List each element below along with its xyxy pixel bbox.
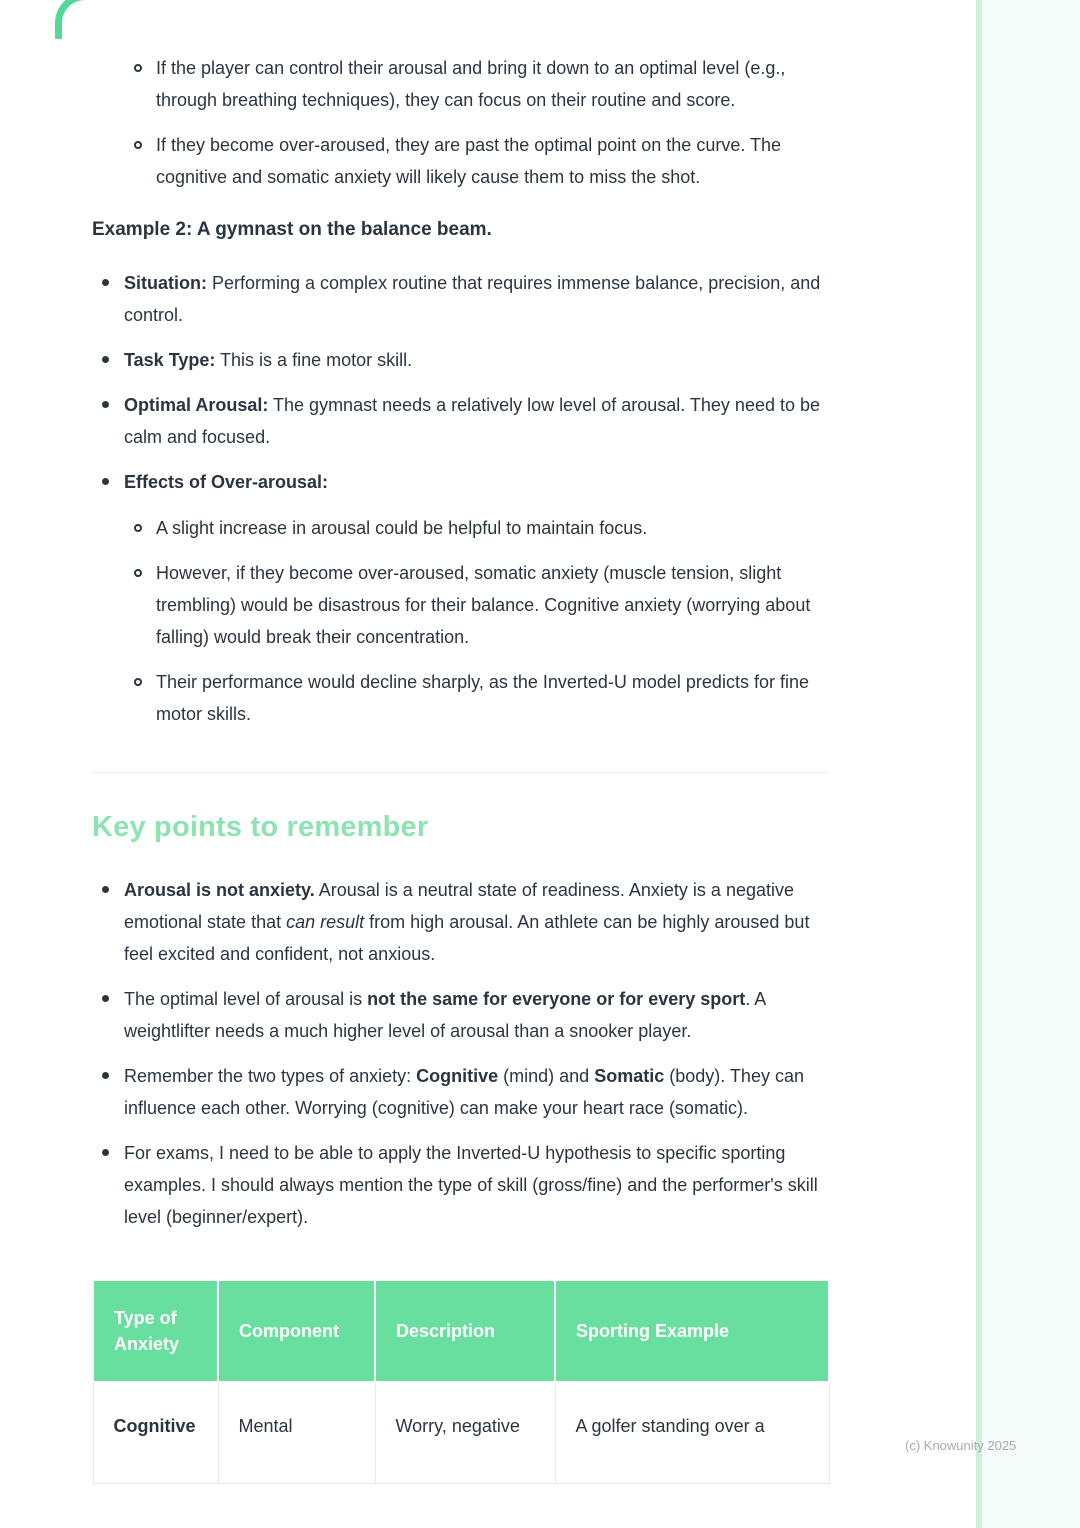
page-corner-accent — [55, 0, 93, 39]
text-segment: . A weightlifter needs a much higher level of arousal than a snooker player. — [124, 989, 766, 1041]
bullet-text — [156, 672, 809, 724]
text-segment: Effects of Over-arousal: — [124, 472, 329, 492]
bullet-text — [124, 472, 328, 492]
text-segment: Arousal is a neutral state of readiness. Anxiety is a negative emotional state that — [124, 880, 794, 932]
bullet-item — [92, 1137, 828, 1233]
text-segment: A slight increase in arousal could be helpful to maintain focus. — [156, 518, 648, 538]
bullet-item — [92, 389, 828, 453]
bullet-dot-icon — [102, 1149, 109, 1156]
text-segment: (body). They can influence each other. Worrying (cognitive) can make your heart race (somatic). — [124, 1066, 804, 1118]
bullet-dot-icon — [102, 356, 109, 363]
bullet-dot-icon — [102, 995, 109, 1002]
table-cell — [375, 1382, 555, 1484]
bullet-text — [156, 563, 810, 647]
bullet-text — [124, 350, 412, 370]
bullet-text — [124, 880, 809, 964]
example2-heading: Example 2: A gymnast on the balance beam. — [92, 219, 492, 240]
text-segment: can result — [286, 912, 365, 932]
text-segment: Remember the two types of anxiety: — [124, 1066, 417, 1086]
bullet-text — [124, 273, 820, 325]
anxiety-table-body — [93, 1382, 829, 1484]
bullet-circle-icon — [134, 524, 142, 532]
copyright-footer: (c) Knowunity 2025 — [905, 1438, 1017, 1453]
text-segment: The optimal level of arousal is — [124, 989, 368, 1009]
table-header-cell: Type of Anxiety — [93, 1280, 218, 1382]
bullet-item — [124, 557, 828, 653]
bullet-dot-icon — [102, 1072, 109, 1079]
text-segment: Somatic — [594, 1066, 665, 1086]
bullet-item — [92, 129, 828, 193]
sub-bullet-list — [124, 512, 828, 730]
text-segment: Mental — [238, 1416, 293, 1436]
bullet-text — [124, 1066, 804, 1118]
bullet-item — [92, 874, 828, 970]
bullet-item — [92, 52, 828, 116]
bullet-item — [92, 466, 828, 730]
bullet-item — [92, 983, 828, 1047]
intro-sub-bullet-list — [92, 52, 828, 193]
bullet-circle-icon — [134, 64, 142, 72]
text-segment: However, if they become over-aroused, somatic anxiety (muscle tension, slight trembling) would be disastrous for their balance. Cognitive anxiety (worrying about falling) would break their concentration. — [156, 563, 811, 647]
text-segment: If they become over-aroused, they are past the optimal point on the curve. The cognitive and somatic anxiety will likely cause them to miss the shot. — [156, 135, 782, 187]
bullet-item — [92, 1060, 828, 1124]
table-cell — [555, 1382, 829, 1484]
text-segment: Optimal Arousal: — [124, 395, 269, 415]
text-segment: not the same for everyone or for every sport — [367, 989, 746, 1009]
bullet-circle-icon — [134, 569, 142, 577]
bullet-dot-icon — [102, 279, 109, 286]
text-segment: Cognitive — [113, 1416, 196, 1436]
text-segment: Arousal is not anxiety. — [124, 880, 315, 900]
section-divider — [92, 772, 828, 773]
bullet-item — [124, 512, 828, 544]
text-segment: Their performance would decline sharply, as the Inverted-U model predicts for fine motor skills. — [156, 672, 809, 724]
key-points-heading: Key points to remember — [92, 811, 429, 843]
anxiety-table-head — [93, 1280, 829, 1382]
text-segment: If the player can control their arousal and bring it down to an optimal level (e.g., through breathing techniques), they can focus on their routine and score. — [156, 58, 786, 110]
example2-bullet-list — [92, 267, 828, 730]
table-header-row — [93, 1280, 829, 1382]
bullet-item — [92, 267, 828, 331]
bullet-dot-icon — [102, 886, 109, 893]
text-segment: Cognitive — [416, 1066, 499, 1086]
bullet-circle-icon — [134, 678, 142, 686]
text-segment: Worry, negative — [395, 1416, 520, 1436]
text-segment: For exams, I need to be able to apply the Inverted-U hypothesis to specific sporting examples. I should always mention the type of skill (gross/fine) and the performer's skill level (beginner/expert). — [124, 1143, 818, 1227]
right-margin-stripe — [976, 0, 1080, 1528]
text-segment: A golfer standing over a — [575, 1416, 765, 1436]
bullet-item — [124, 666, 828, 730]
bullet-dot-icon — [102, 478, 109, 485]
table-header-cell: Sporting Example — [555, 1280, 829, 1382]
bullet-text — [124, 395, 820, 447]
text-segment: The gymnast needs a relatively low level of arousal. They need to be calm and focused. — [124, 395, 821, 447]
bullet-text — [156, 135, 781, 187]
table-cell — [218, 1382, 375, 1484]
bullet-text — [124, 989, 765, 1041]
table-row — [93, 1382, 829, 1484]
bullet-text — [124, 1143, 818, 1227]
text-segment: Task Type: — [124, 350, 216, 370]
bullet-text — [156, 518, 647, 538]
text-segment: Situation: — [124, 273, 207, 293]
bullet-text — [156, 58, 785, 110]
bullet-item — [92, 344, 828, 376]
table-header-cell: Description — [375, 1280, 555, 1382]
key-points-bullet-list — [92, 874, 828, 1233]
text-segment: Performing a complex routine that requires immense balance, precision, and control. — [124, 273, 821, 325]
bullet-circle-icon — [134, 141, 142, 149]
text-segment: This is a fine motor skill. — [215, 350, 413, 370]
page-content — [92, 0, 828, 1484]
anxiety-table — [92, 1279, 830, 1484]
table-header-cell: Component — [218, 1280, 375, 1382]
text-segment: from high arousal. An athlete can be highly aroused but feel excited and confident, not anxious. — [124, 912, 810, 964]
text-segment: (mind) and — [498, 1066, 595, 1086]
table-cell — [93, 1382, 218, 1484]
bullet-dot-icon — [102, 401, 109, 408]
